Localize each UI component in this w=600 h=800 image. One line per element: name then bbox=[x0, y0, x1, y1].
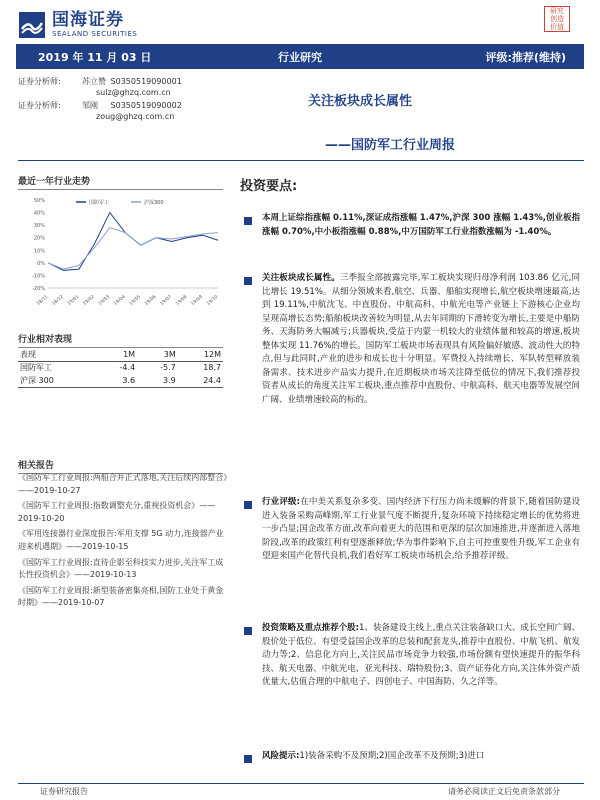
analyst-email[interactable]: zoug@ghzq.com.cn bbox=[96, 112, 175, 121]
cell-3m: -5.7 bbox=[160, 363, 176, 373]
col-header: 表现 bbox=[18, 348, 96, 361]
bullet-square-icon bbox=[244, 277, 252, 285]
y-tick-label: 40% bbox=[33, 210, 45, 217]
table-row bbox=[18, 361, 223, 374]
x-tick-label: 19/03 bbox=[97, 294, 112, 307]
para-body: 在中美关系复杂多变、国内经济下行压力尚未缓解的背景下,随着国防建设进入装备采购高峰期,军工行业景气度不断提升,复杂环境下持续稳定增长的优势将进一步凸显;国企改革方面,改革向着更大的范围和更深的层次加速推进,并逐渐进入落地阶段,改革的政策红利有望逐渐释放;华为事件影响下,自主可控重要性升级,军工企业有望迎来国产化替代良机,我们看好军工板块市场机会,给予推荐评级。 bbox=[262, 497, 580, 561]
performance-heading: 行业相对表现 bbox=[18, 332, 223, 348]
y-tick-label: -20% bbox=[32, 286, 45, 292]
trend-heading: 最近一年行业走势 bbox=[18, 174, 223, 190]
company-logo bbox=[18, 8, 218, 42]
related-report-link[interactable]: 《国防军工行业周报:两船合并正式落地,关注后续内部整合》——2019-10-27 bbox=[18, 473, 228, 495]
growth-paragraph bbox=[262, 272, 580, 407]
y-tick-label: 20% bbox=[33, 235, 45, 242]
analyst-label: 证券分析师: bbox=[18, 77, 61, 86]
analyst-name: 邹刚 bbox=[82, 101, 98, 110]
related-heading: 相关报告 bbox=[18, 458, 223, 474]
para-lead: 风险提示: bbox=[262, 751, 300, 761]
para-body: 1、装备建设主线上,重点关注装备缺口大、成长空间广阔、股价处于低位、有望受益国企改革的总装和配套龙头,推荐中直股份、中航飞机、航发动力等;2、信息化方向上,关注民品市场竞争力较强,市场份额有望快速提升的振华科技、航天电器、中航光电、亚光科技、瑞特股份;3、资产证券化方向,关注体外资产质优量大,估值合理的中航电子、四创电子、中国海防、久之洋等。 bbox=[262, 623, 580, 687]
x-tick-label: 19/01 bbox=[67, 294, 81, 307]
x-tick-label: 19/05 bbox=[128, 294, 143, 307]
bullet-square-icon bbox=[244, 501, 252, 509]
report-date: 2019 年 11 月 03 日 bbox=[38, 50, 152, 64]
rating-label: 评级:推荐(维持) bbox=[485, 50, 566, 64]
analyst-email[interactable]: sulz@ghzq.com.cn bbox=[96, 88, 171, 97]
row-name: 沪深 300 bbox=[18, 374, 96, 387]
x-tick-label: 18/12 bbox=[51, 294, 65, 307]
y-tick-label: 10% bbox=[33, 248, 45, 255]
related-report-link[interactable]: 《国防军工行业周报:直待企影至科技实力进步,关注军工成长性投资机会》——2019-10-13 bbox=[18, 557, 224, 580]
bullet-square-icon bbox=[244, 755, 252, 763]
x-tick-label: 19/06 bbox=[144, 294, 158, 307]
cell-1m: 3.6 bbox=[96, 374, 137, 387]
performance-table bbox=[18, 348, 223, 388]
report-band bbox=[16, 44, 584, 69]
invest-heading: 投资要点: bbox=[240, 179, 298, 194]
analyst-name: 苏立赞 bbox=[82, 77, 106, 86]
related-reports-list bbox=[18, 472, 228, 613]
row-name: 国防军工 bbox=[20, 363, 52, 373]
series-line-1 bbox=[48, 213, 218, 271]
legend-label: 国防军工 bbox=[89, 200, 110, 206]
col-header: 1M bbox=[96, 348, 137, 361]
table-row bbox=[18, 374, 223, 387]
analyst-1 bbox=[18, 76, 182, 98]
x-tick-label: 18/11 bbox=[36, 294, 50, 307]
research-seal bbox=[544, 6, 570, 32]
col-header: 12M bbox=[178, 348, 223, 361]
x-tick-label: 19/02 bbox=[82, 294, 96, 307]
report-subtitle: ——国防军工行业周报 bbox=[325, 138, 456, 153]
seal-text: 研究创造价值 bbox=[550, 7, 564, 31]
legend-label: 沪深300 bbox=[144, 200, 164, 206]
y-tick-label: -10% bbox=[32, 273, 45, 280]
analyst-label: 证券分析师: bbox=[18, 101, 61, 110]
x-tick-label: 19/08 bbox=[175, 294, 189, 307]
analyst-id: S0350519090001 bbox=[110, 77, 182, 86]
y-tick-label: 50% bbox=[33, 198, 45, 204]
industry-label: 行业研究 bbox=[278, 50, 322, 64]
analyst-2 bbox=[18, 100, 182, 122]
bullet-square-icon bbox=[244, 217, 252, 225]
para-body: 1)装备采购不及预期;2)国企改革不及预期;3)进口 bbox=[299, 751, 485, 761]
bullet-square-icon bbox=[244, 627, 252, 635]
cell-1m: -4.4 bbox=[119, 363, 136, 373]
sealand-logo-icon bbox=[18, 11, 46, 39]
table-header-row bbox=[18, 348, 223, 361]
footer-disclaimer: 请务必阅读正文后免责条款部分 bbox=[448, 787, 560, 796]
para-lead: 行业评级: bbox=[262, 497, 301, 507]
related-report-link[interactable]: 《国防军工行业周报:指数调整充分,重视投资机会》——2019-10-20 bbox=[18, 501, 216, 523]
x-tick-label: 19/07 bbox=[159, 294, 173, 307]
logo-english: SEALAND SECURITIES bbox=[52, 30, 138, 38]
para-body: 三季报全部披露完毕,军工板块实现归母净利润 103.86 亿元,同比增长 19.51%。从细分领域来看,航空、兵器、船舶实现增长,航空板块增速最高,达到 19.11%,中航沈飞、中直股份、中航高科、中航光电等产业链上下游核心企业均呈现高增长态势;船舶板块改善较为明显,从去年同期的下滑转变为增长,主要是中船防务、天海防务大幅减亏;兵器板块,受益于内蒙一机较大的业绩体量和较高的增速,板块整体实现 11.76%的增长。国防军工板块市场表现具有风险偏好敏感、波动性大的特点,但与此同时,产业的进步和成长也十分明显。军费投入持续增长、军队转型释放装备需求、技术进步产品实力提升,在近期板块市场关注降至低位的情况下,我们推荐投资者从成长的角度关注军工板块,重点推荐中直股份、中航高科、航天电器等发展空间广阔、业绩增速较高的标的。 bbox=[262, 273, 580, 405]
trend-chart bbox=[18, 192, 223, 310]
cell-3m: 3.9 bbox=[137, 374, 178, 387]
market-summary: 本周上证综指涨幅 0.11%,深证成指涨幅 1.47%,沪深 300 涨幅 1.43%,创业板指涨幅 0.70%,中小板指涨幅 0.88%,中万国防军工行业指数涨幅为 -1.40%。 bbox=[262, 213, 580, 237]
risk-paragraph bbox=[262, 750, 580, 764]
cell-12m: 24.4 bbox=[178, 374, 223, 387]
related-report-link[interactable]: 《国防军工行业周报:新型装备密集亮相,国防工业处于黄金时期》——2019-10-07 bbox=[18, 585, 224, 608]
x-tick-label: 19/04 bbox=[113, 294, 127, 307]
analyst-id: S0350519090002 bbox=[110, 101, 182, 110]
header-divider bbox=[18, 160, 584, 161]
para-lead: 投资策略及重点推荐个股: bbox=[262, 623, 360, 633]
para-lead: 关注板块成长属性。 bbox=[262, 273, 340, 283]
strategy-paragraph bbox=[262, 622, 580, 690]
cell-12m: 18.7 bbox=[203, 363, 221, 373]
series-line-2 bbox=[48, 228, 218, 269]
col-header: 3M bbox=[137, 348, 178, 361]
footer-left: 证券研究报告 bbox=[40, 787, 88, 796]
logo-chinese: 国海证券 bbox=[52, 10, 124, 30]
x-tick-label: 19/10 bbox=[206, 294, 220, 307]
footer-divider bbox=[18, 783, 584, 784]
x-tick-label: 19/09 bbox=[190, 294, 204, 307]
y-tick-label: 0% bbox=[37, 260, 45, 267]
y-tick-label: 30% bbox=[33, 223, 45, 230]
rating-paragraph bbox=[262, 496, 580, 564]
related-report-link[interactable]: 《军用连接器行业深度报告:军用支撑 5G 动力,连接器产业迎来机遇期》——2019-10-15 bbox=[18, 529, 224, 551]
report-title: 关注板块成长属性 bbox=[307, 94, 412, 109]
